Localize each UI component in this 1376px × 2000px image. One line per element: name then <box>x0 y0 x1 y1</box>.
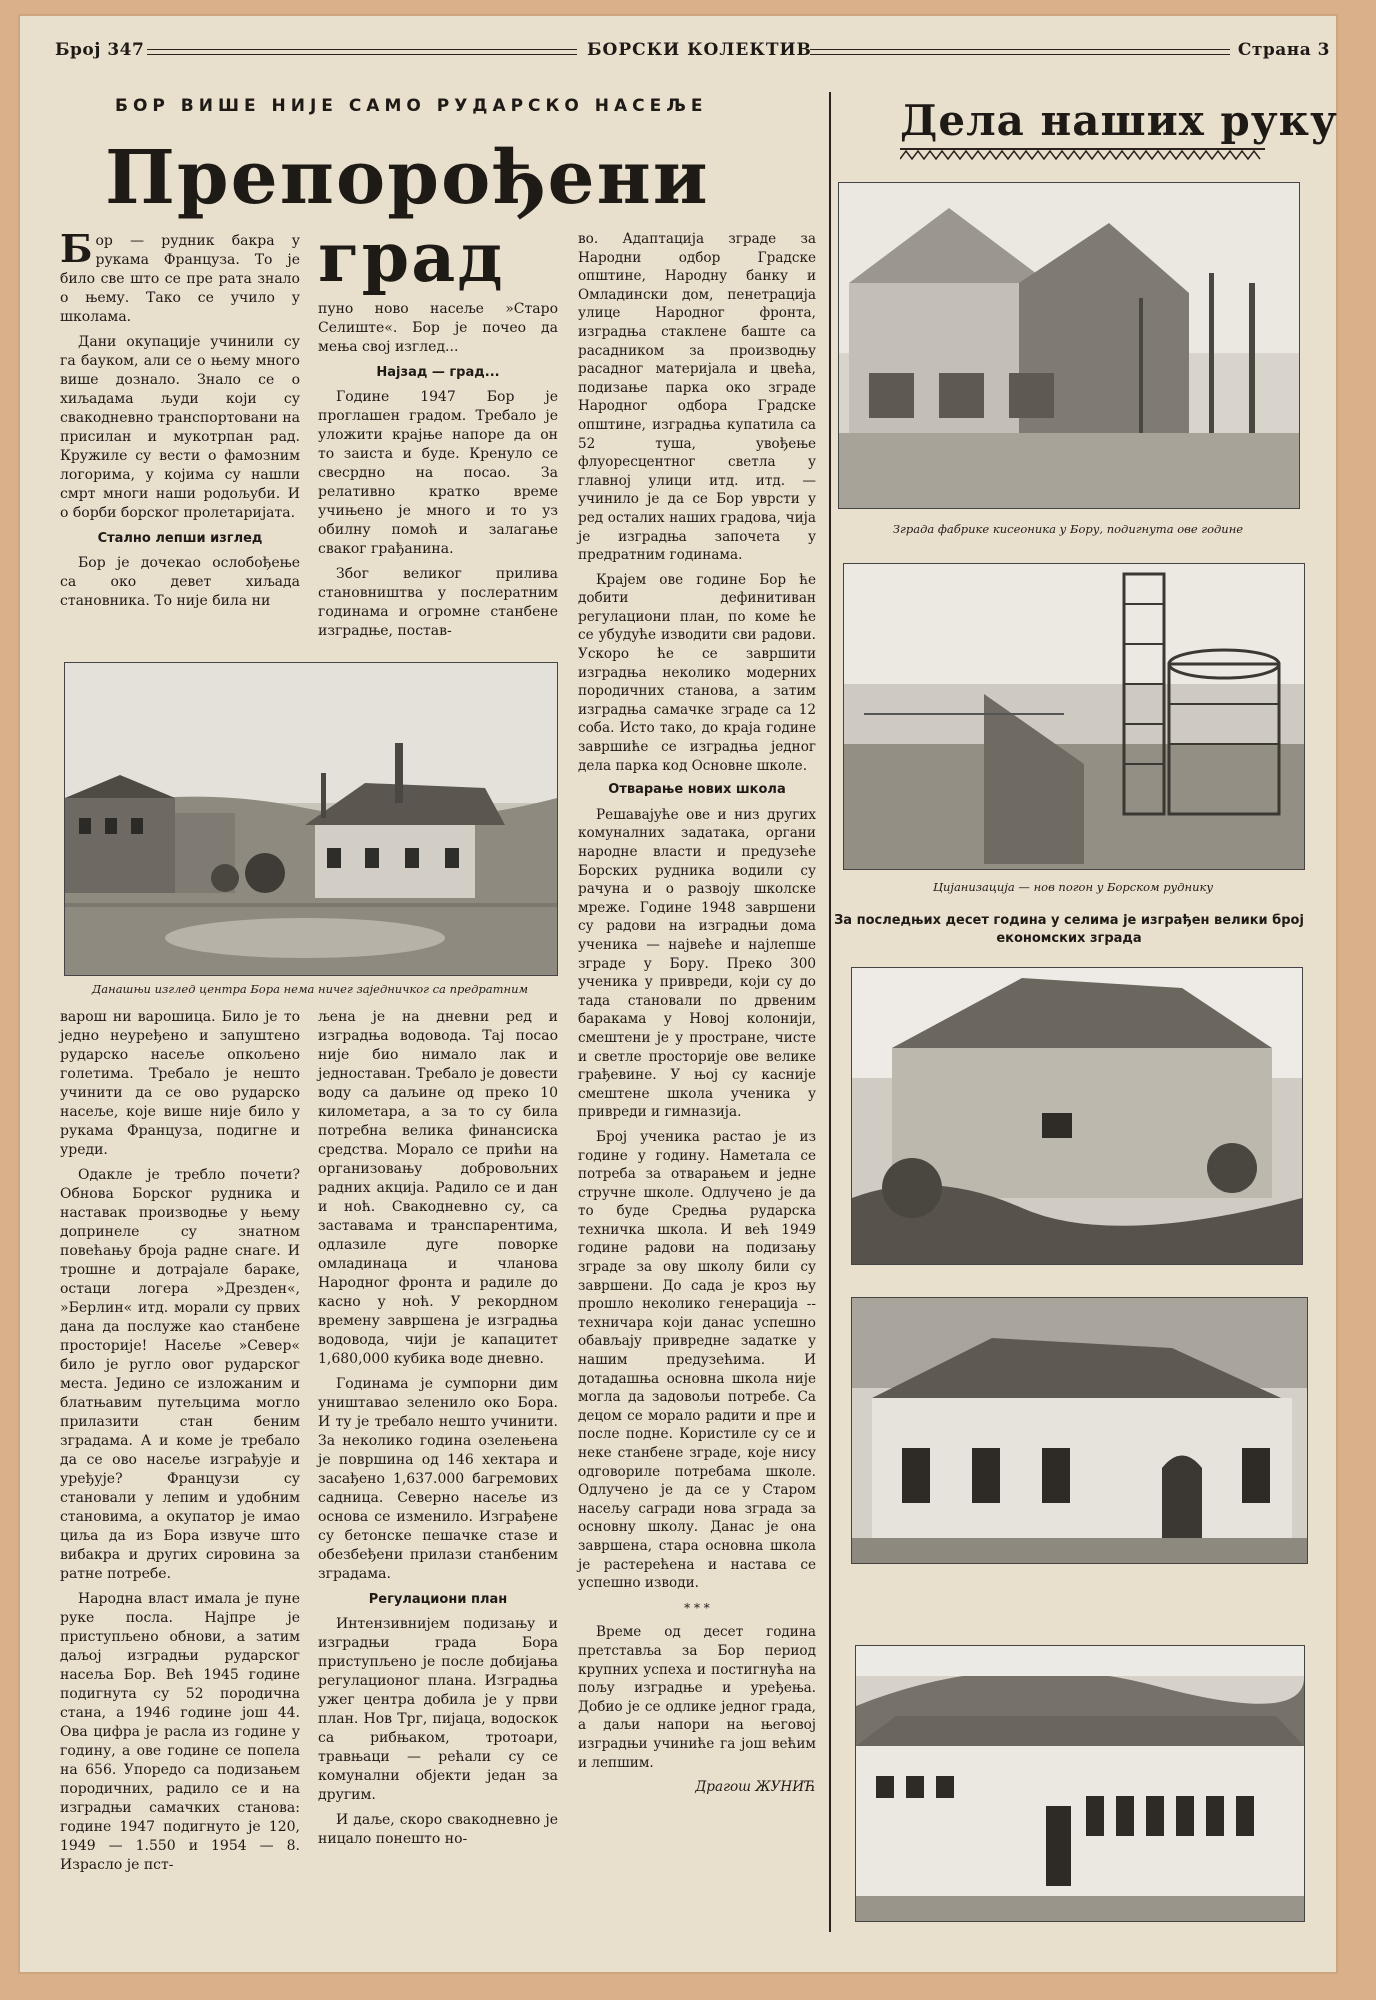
column-divider <box>829 92 831 1932</box>
article-column-3 <box>578 230 816 1803</box>
paragraph: Време од десет година претставља за Бор период крупних успеха и постигнућа на пољу изградње и уређења. Добио је се одлике једног града, а даљи напори на његовој изградњи учиниће га још већим и лепшим. <box>578 1624 816 1771</box>
subheading: Најзад — град... <box>376 365 500 380</box>
header-rule-left <box>147 49 577 55</box>
newspaper-name: БОРСКИ КОЛЕКТИВ <box>587 40 812 60</box>
section-separator: * * * <box>684 1600 710 1615</box>
photo-town-center <box>64 662 558 976</box>
sidebar-title: Дела наших руку <box>900 96 1338 145</box>
sidebar-subheading: За последњих десет година у селима је изграђен велики број економских зграда <box>834 913 1304 946</box>
photo-cyanidation-plant <box>843 563 1305 870</box>
paragraph: Крајем ове године Бор ће добити дефинитиван регулациони план, по коме ће се убудуће изводити сви радови. Ускоро ће се завршити изградња неколико модерних породичних станова, а затим изградња самачке зграде са 12 соба. Исто тако, до краја године завршиће се изградња једног дела парка код Основне школе. <box>578 571 816 774</box>
article-title-line2: град <box>318 218 505 298</box>
paragraph: Одакле је требло почети? Обнова Борског рудника и наставак производње у њему допринеле су знатном повећању броја радне снаге. И трошне и дотрајале бараке, остаци логера »Дрезден«, »Берлин« итд. морали су првих дана да послуже као станбене просторије! Насеље »Север« било је ругло овог рударског места. Једино се изложаним и блатњавим путељцима могло прилазити стан беним зградама. А и коме је требало да се ово насеље изграђује и уређује? Французи су становали у лепим и удобним становима, а окупатор је имао циља да из Бора извуче што вибакра и других сировина за ратне потребе. <box>60 1167 300 1582</box>
article-title: Препорођени <box>105 135 710 221</box>
subheading: Стално лепши изглед <box>97 531 263 546</box>
issue-number: Број 347 <box>55 40 145 60</box>
paragraph: Због великог прилива становништва у послератним годинама и огромне станбене изградње, постав- <box>318 566 558 639</box>
article-column-1b <box>60 1008 300 1881</box>
running-header <box>55 40 1330 64</box>
paragraph: Решавајуће ове и низ других комуналних задатака, органи народне власти и предузеће Борских рудника водили су рачуна и о развоју школске мреже. Године 1948 завршени су радови на изградњи дома ученика — највеће и најлепше зграде у Бору. Преко 300 ученика у привреди, који су до тада становали по дрвеним баракама у Новој колонији, смештени је у простране, чисте и светле просторије ове велике грађевине. У њој су касније смештене школа ученика у привреди и гимназија. <box>578 806 816 1121</box>
title-ornament <box>900 148 1265 160</box>
paragraph: Бор је дочекао ослобођење са око девет хиљада становника. То није била ни <box>60 555 300 609</box>
header-rule-right <box>810 49 1230 55</box>
article-column-2 <box>318 300 558 647</box>
photo-caption: Цијанизација — нов погон у Борском руднику <box>932 880 1214 894</box>
paragraph: Број ученика растао је из године у годину. Наметала се потреба за отварањем и једне стручне школе. Одлучено је да то буде Средња рударска техничка школа. И већ 1949 године радови на подизању зграде за ову школу били су завршени. До сада је кроз њу прошло неколико генерација -- техничара који данас успешно обављају привредне задатке у нашим предузећима. И дотадашња основна школа није могла да задовољи потребе. Са децом се морало радити и пре и после подне. Користиле су се и неке станбене зграде, које нису одговориле потребама школе. Одлучено је да се у Старом насељу сагради нова зграда за основну школу. Данас је она завршена, стара основна школа је растерећена и настава се успешно изводи. <box>578 1128 816 1592</box>
photo-cooperative-building <box>855 1645 1305 1922</box>
paragraph: пуно ново насеље »Старо Селиште«. Бор је почео да мења свој изглед... <box>318 301 558 355</box>
paragraph: ор — рудник бакра у рукама Француза. То је било све што се пре рата знало о њему. Тако се учило у школама. <box>60 233 300 325</box>
paragraph: Интензивнијем подизању и изградњи града Бора приступљено је после добијања регулационог плана. Изградња ужег центра добила је у први план. Нов Трг, пијаца, водоскок са рибњаком, тротоари, травњаци — рећали су се комунални објекти један за другим. <box>318 1616 558 1803</box>
paragraph: Годинама је сумпорни дим уништавао зеленило око Бора. И ту је требало нешто учинити. За неколико година озелењена је површина од 146 хектара и засађено 1,637.000 багремових садница. Северно насеље из основа се изменило. Изграђене су бетонске пешачке стазе и обезбеђени прилази станбеним зградама. <box>318 1376 558 1582</box>
paragraph: Године 1947 Бор је проглашен градом. Требало је уложити крајње напоре да он то заиста и буде. Кренуло се свесрдно на посао. За релативно кратко време учињено је много и то уз обилну помоћ и залагање сваког грађанина. <box>318 389 558 557</box>
article-column-1 <box>60 226 300 617</box>
article-kicker: БОР ВИШЕ НИЈЕ САМО РУДАРСКО НАСЕЉЕ <box>115 96 708 116</box>
paragraph: во. Адаптација зграде за Народни одбор Градске општине, Народну банку и Омладински дом, пенетрација улице Народног фронта, изградња стаклене баште са расадником за производњу расадног материјала и цвећа, подизање парка око зграде Народног одбора Градске општине, изградња купатила са 52 туша, увођење флуоресцентног светла у главној улици итд. итд. — учинило је да се Бор уврсти у ред осталих наших градова, чија је изградња започета у предратним годинама. <box>578 231 816 564</box>
dropcap: Б <box>60 226 93 271</box>
photo-caption: Данашњи изглед центра Бора нема ничег заједничког са предратним <box>91 982 529 996</box>
subheading: Регулациони план <box>368 1592 508 1607</box>
photo-farm-building <box>851 967 1303 1265</box>
article-column-2b <box>318 1008 558 1855</box>
paragraph: варош ни варошица. Било је то једно неуређено и запуштено рударско насеље опкољено голетима. Требало је нешто учинити да се ово рударско насеље, које више није било у рукама Француза, подигне и уреди. <box>60 1009 300 1158</box>
paragraph: И даље, скоро свакодневно је ницало понешто но- <box>318 1812 558 1847</box>
paragraph: љена је на дневни ред и изградња водовода. Тај посао није био нимало лак и једноставан. Требало је довести воду са даљине од преко 10 километара, а за то су била потребна велика финансиска средства. Морало се прићи на организовању добровољних радних акција. Радило се и дан и ноћ. Свакодневно су, са заставама и транспарентима, одлазиле дуге поворке омладинаца и чланова Народног фронта и радиле до касно у ноћ. У рекордном времену завршена је изградња водовода, чији је капацитет 1,680,000 кубика воде дневно. <box>318 1009 558 1367</box>
page-number: Страна 3 <box>1237 40 1330 60</box>
photo-school-building <box>851 1297 1308 1564</box>
photo-oxygen-factory <box>838 182 1300 509</box>
author-signature: Драгош ЖУНИЋ <box>695 1779 816 1796</box>
paragraph: Народна власт имала је пуне руке посла. Најпре је приступљено обнови, а затим даљој изградњи рударског насеља Бор. Већ 1945 године подигнута су 52 породична стана, а 1946 године још 44. Ова цифра је расла из године у годину, а ове године се попела на 656. Упоредо са подизањем породичних, радило се и на изградњи самачких станова: године 1947 подигнуто је 120, 1949 — 1.550 и 1954 — 8. Изрaсло је пст- <box>60 1591 300 1873</box>
subheading: Отварање нових школа <box>608 782 786 798</box>
photo-caption: Зграда фабрике кисеоника у Бору, подигнута ове године <box>892 522 1244 536</box>
paragraph: Дани окупације учинили су га бауком, али се о њему много више дознало. Знало се о хиљадама људи који су свакодневно транспортовани на присилан и мукотрпан рад. Кружиле су вести о фамозним логорима, у којима су нашли смрт многи наши родољуби. И о борби борског пролетаријата. <box>60 334 300 521</box>
